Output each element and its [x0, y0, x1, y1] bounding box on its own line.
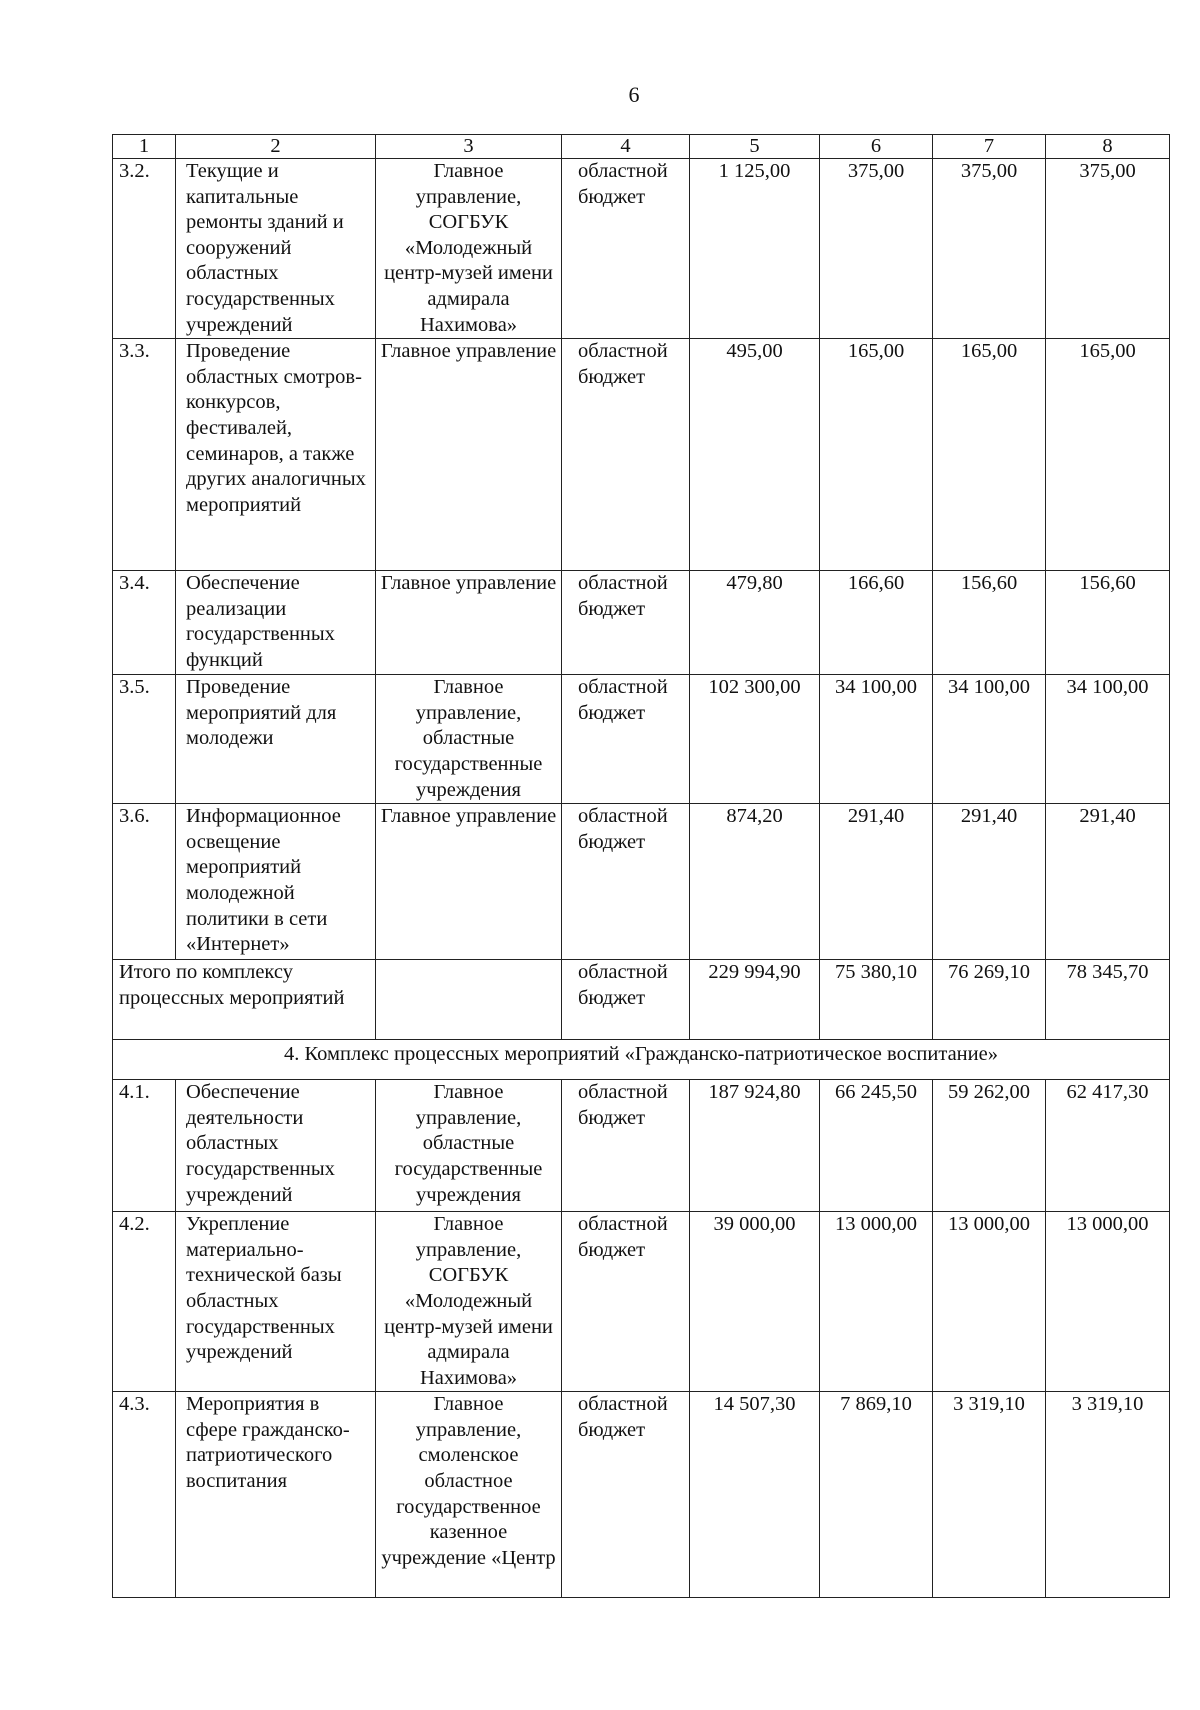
item-source: областной бюджет — [562, 1212, 690, 1392]
item-source: областной бюджет — [562, 1080, 690, 1212]
item-executor: Главное управление — [376, 804, 562, 960]
total-label: Итого по комплексу процессных мероприятий — [113, 960, 376, 1040]
item-number: 3.2. — [113, 159, 176, 339]
item-year3: 291,40 — [1046, 804, 1170, 960]
column-number: 4 — [562, 135, 690, 159]
table-row — [113, 159, 1170, 339]
item-source: областной бюджет — [562, 159, 690, 339]
table-row — [113, 1080, 1170, 1212]
item-name: Информационное освещение мероприятий молодежной политики в сети «Интернет» — [176, 804, 376, 960]
item-year1: 166,60 — [820, 571, 933, 675]
total-sum: 229 994,90 — [690, 960, 820, 1040]
column-number: 3 — [376, 135, 562, 159]
item-number: 4.3. — [113, 1392, 176, 1598]
item-executor: Главное управление, областные государственные учреждения — [376, 1080, 562, 1212]
column-number: 6 — [820, 135, 933, 159]
item-total: 102 300,00 — [690, 675, 820, 804]
item-year1: 13 000,00 — [820, 1212, 933, 1392]
item-year3: 156,60 — [1046, 571, 1170, 675]
budget-table — [112, 134, 1170, 1598]
item-executor: Главное управление — [376, 571, 562, 675]
page-number: 6 — [628, 82, 640, 107]
column-number: 7 — [933, 135, 1046, 159]
item-year2: 165,00 — [933, 339, 1046, 571]
section-title: 4. Комплекс процессных мероприятий «Гражданско-патриотическое воспитание» — [113, 1040, 1170, 1080]
item-year2: 34 100,00 — [933, 675, 1046, 804]
table-row — [113, 1392, 1170, 1598]
column-number: 2 — [176, 135, 376, 159]
item-name: Проведение мероприятий для молодежи — [176, 675, 376, 804]
item-year3: 13 000,00 — [1046, 1212, 1170, 1392]
item-executor: Главное управление, смоленское областное государственное казенное учреждение «Центр — [376, 1392, 562, 1598]
item-year3: 62 417,30 — [1046, 1080, 1170, 1212]
table-row — [113, 1212, 1170, 1392]
item-year1: 7 869,10 — [820, 1392, 933, 1598]
column-number: 8 — [1046, 135, 1170, 159]
item-year3: 3 319,10 — [1046, 1392, 1170, 1598]
item-name: Обеспечение деятельности областных государственных учреждений — [176, 1080, 376, 1212]
item-source: областной бюджет — [562, 804, 690, 960]
item-number: 3.5. — [113, 675, 176, 804]
total-year2: 76 269,10 — [933, 960, 1046, 1040]
item-name: Обеспечение реализации государственных функций — [176, 571, 376, 675]
total-row — [113, 960, 1170, 1040]
column-number-row — [113, 135, 1170, 159]
item-source: областной бюджет — [562, 675, 690, 804]
column-number: 5 — [690, 135, 820, 159]
item-name: Мероприятия в сфере гражданско-патриотического воспитания — [176, 1392, 376, 1598]
item-year3: 34 100,00 — [1046, 675, 1170, 804]
item-total: 39 000,00 — [690, 1212, 820, 1392]
item-year2: 13 000,00 — [933, 1212, 1046, 1392]
item-total: 479,80 — [690, 571, 820, 675]
item-executor: Главное управление, СОГБУК «Молодежный центр-музей имени адмирала Нахимова» — [376, 159, 562, 339]
table-row — [113, 804, 1170, 960]
total-year3: 78 345,70 — [1046, 960, 1170, 1040]
item-year1: 375,00 — [820, 159, 933, 339]
item-total: 874,20 — [690, 804, 820, 960]
item-year2: 156,60 — [933, 571, 1046, 675]
item-total: 495,00 — [690, 339, 820, 571]
column-number: 1 — [113, 135, 176, 159]
table-row — [113, 339, 1170, 571]
item-name: Укрепление материально-технической базы областных государственных учреждений — [176, 1212, 376, 1392]
table-row — [113, 571, 1170, 675]
item-total: 187 924,80 — [690, 1080, 820, 1212]
item-year1: 165,00 — [820, 339, 933, 571]
section-header-row — [113, 1040, 1170, 1080]
item-source: областной бюджет — [562, 1392, 690, 1598]
item-name: Проведение областных смотров-конкурсов, фестивалей, семинаров, а также других аналогичных мероприятий — [176, 339, 376, 571]
total-source: областной бюджет — [562, 960, 690, 1040]
item-total: 1 125,00 — [690, 159, 820, 339]
total-executor-empty — [376, 960, 562, 1040]
total-year1: 75 380,10 — [820, 960, 933, 1040]
item-year2: 375,00 — [933, 159, 1046, 339]
item-number: 4.2. — [113, 1212, 176, 1392]
item-name: Текущие и капитальные ремонты зданий и сооружений областных государственных учреждений — [176, 159, 376, 339]
table-row — [113, 675, 1170, 804]
item-year1: 291,40 — [820, 804, 933, 960]
item-year3: 165,00 — [1046, 339, 1170, 571]
item-year1: 34 100,00 — [820, 675, 933, 804]
item-year2: 3 319,10 — [933, 1392, 1046, 1598]
item-number: 3.3. — [113, 339, 176, 571]
item-year2: 59 262,00 — [933, 1080, 1046, 1212]
item-year3: 375,00 — [1046, 159, 1170, 339]
item-source: областной бюджет — [562, 339, 690, 571]
item-total: 14 507,30 — [690, 1392, 820, 1598]
item-number: 4.1. — [113, 1080, 176, 1212]
item-source: областной бюджет — [562, 571, 690, 675]
item-number: 3.6. — [113, 804, 176, 960]
item-year1: 66 245,50 — [820, 1080, 933, 1212]
item-executor: Главное управление, СОГБУК «Молодежный центр-музей имени адмирала Нахимова» — [376, 1212, 562, 1392]
item-executor: Главное управление — [376, 339, 562, 571]
item-executor: Главное управление, областные государственные учреждения — [376, 675, 562, 804]
item-number: 3.4. — [113, 571, 176, 675]
item-year2: 291,40 — [933, 804, 1046, 960]
